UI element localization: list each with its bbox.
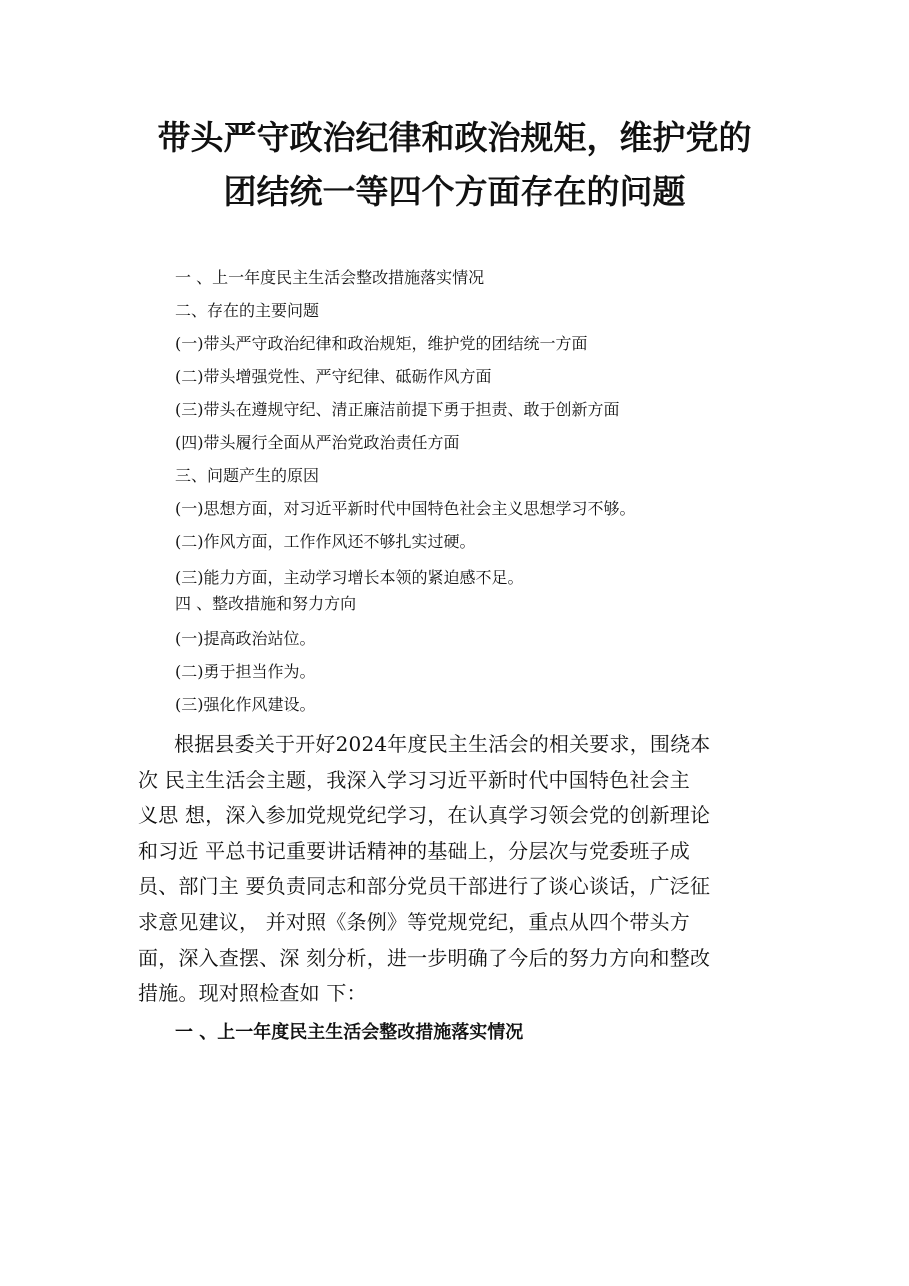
section-heading: 一 、上一年度民主生活会整改措施落实情况 xyxy=(175,1022,524,1043)
body-paragraph xyxy=(138,727,768,1012)
document-title-line-2: 团结统一等四个方面存在的问题 xyxy=(223,172,686,211)
outline-item: (四)带头履行全面从严治党政治责任方面 xyxy=(175,433,460,452)
body-line: 求意见建议， 并对照《条例》等党规党纪，重点从四个带头方 xyxy=(138,909,690,934)
document-title-line-1: 带头严守政治纪律和政治规矩，维护党的 xyxy=(157,118,752,157)
outline-item: 二、存在的主要问题 xyxy=(175,301,320,320)
body-line: 次 民主生活会主题，我深入学习习近平新时代中国特色社会主 xyxy=(138,767,690,792)
outline-item: (二)带头增强党性、严守纪律、砥砺作风方面 xyxy=(175,367,492,386)
body-line: 根据县委关于开好2024年度民主生活会的相关要求，围绕本 xyxy=(174,732,711,756)
outline-item: (一)提高政治站位。 xyxy=(175,629,316,648)
outline-item: (二)作风方面，工作作风还不够扎实过硬。 xyxy=(175,532,476,551)
outline-item: (一)思想方面，对习近平新时代中国特色社会主义思想学习不够。 xyxy=(175,499,636,518)
outline-item: (二)勇于担当作为。 xyxy=(175,662,316,681)
body-line: 员、部门主 要负责同志和部分党员干部进行了谈心谈话，广泛征 xyxy=(138,874,711,899)
outline-item: (三)强化作风建设。 xyxy=(175,695,316,714)
outline-item: 四 、整改措施和努力方向 xyxy=(175,594,357,613)
outline-item: 三、问题产生的原因 xyxy=(175,466,320,485)
body-line: 措施。现对照检查如 下： xyxy=(138,981,367,1006)
outline-item: 一 、上一年度民主生活会整改措施落实情况 xyxy=(175,268,485,287)
body-line: 面，深入查摆、深 刻分析，进一步明确了今后的努力方向和整改 xyxy=(138,945,711,970)
outline-item: (三)能力方面，主动学习增长本领的紧迫感不足。 xyxy=(175,568,524,587)
outline-item: (三)带头在遵规守纪、清正廉洁前提下勇于担责、敢于创新方面 xyxy=(175,400,620,419)
body-line: 义思 想，深入参加党规党纪学习，在认真学习领会党的创新理论 xyxy=(138,803,711,828)
outline-item: (一)带头严守政治纪律和政治规矩，维护党的团结统一方面 xyxy=(175,334,588,353)
body-line: 和习近 平总书记重要讲话精神的基础上，分层次与党委班子成 xyxy=(138,838,690,863)
